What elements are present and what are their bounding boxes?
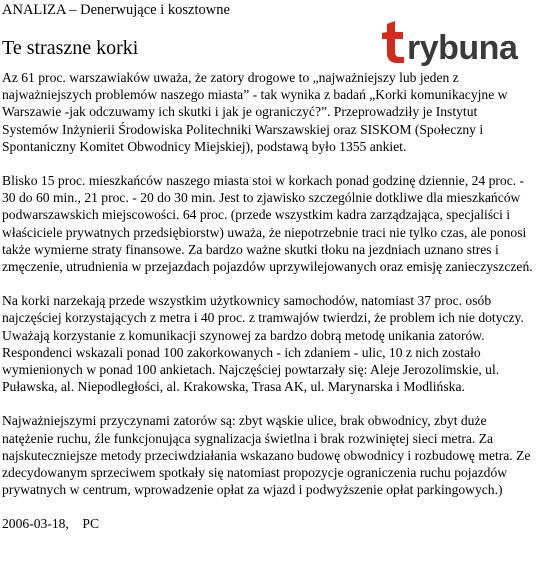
- article-paragraph-4: Najważniejszymi przyczynami zatorów są: zbyt wąskie ulice, brak obwodnicy, zbyt duże natężenie ruchu, źle funkcjonująca sygnalizacja świetlna i brak rozwiniętej sieci metra. Za najskuteczniejsze metody przeciwdziałania wskazano budowę obwodnicy i rozbudowę metra. Ze zdecydowanym sprzeciwem spotkały się natomiast propozycje ograniczenia ruchu pojazdów prywatnych w centrum, wprowadzenie opłat za wjazd i podwyższenie opłat parkingowych.): [2, 413, 531, 498]
- trybuna-logo: [378, 18, 538, 66]
- article-body: [2, 69, 535, 550]
- logo-text: rybuna: [407, 29, 518, 66]
- article-date: 2006-03-18,: [2, 516, 69, 532]
- article-author: PC: [82, 516, 100, 532]
- logo-letter-t-icon: [382, 21, 404, 63]
- article-footer: [2, 515, 535, 532]
- article-paragraph-2: Blisko 15 proc. mieszkańców naszego miasta stoi w korkach ponad godzinę dziennie, 24 proc. - 30 do 60 min., 21 proc. - 20 do 30 min. Jest to zjawisko szczególnie dotkliwe dla mieszkańców podwarszawskich miejscowości. 64 proc. (przede wszystkim kadra zarządzająca, specjaliści i właściciele prywatnych przedsiębiorstw) uważa, że niepotrzebnie traci nie tylko czas, ale ponosi także wymierne straty finansowe. Za bardzo ważne skutki tłoku na jezdniach uznano stres i zmęczenie, utrudnienia w przejazdach pojazdów uprzywilejowanych oraz emisję zanieczyszczeń.: [2, 173, 533, 275]
- trybuna-logo-icon: [378, 18, 538, 66]
- article-paragraph-1: Az 61 proc. warszawiaków uważa, że zatory drogowe to „najważniejszy lub jeden z najważniejszych problemów naszego miasta” - tak wynika z badań „Korki komunikacyjne w Warszawie -jak odczuwamy ich skutki i jak je ograniczyć?”. Przeprowadziły je Instytut Systemów Inżynierii Środowiska Politechniki Warszawskiej oraz SISKOM (Społeczny i Spontaniczny Komitet Obwodnicy Miejskiej), podstawą było 1355 ankiet.: [2, 70, 508, 154]
- article-paragraph-3: Na korki narzekają przede wszystkim użytkownicy samochodów, natomiast 37 proc. osób najczęściej korzystających z metra i 40 proc. z tramwajów twierdzi, że problem ich nie dotyczy. Uważają korzystanie z komunikacji szynowej za bardzo dobrą metodę unikania zatorów. Respondenci wskazali ponad 100 zakorkowanych - ich zdaniem - ulic, 10 z nich zostało wymienionych w ponad 100 ankietach. Najczęściej powtarzały się: Aleje Jerozolimskie, ul. Puławska, al. Niepodległości, al. Krakowska, Trasa AK, ul. Marynarska i Modlińska.: [2, 293, 524, 395]
- section-label: ANALIZA – Denerwujące i kosztowne: [2, 2, 230, 18]
- article-title: Te straszne korki: [2, 37, 139, 59]
